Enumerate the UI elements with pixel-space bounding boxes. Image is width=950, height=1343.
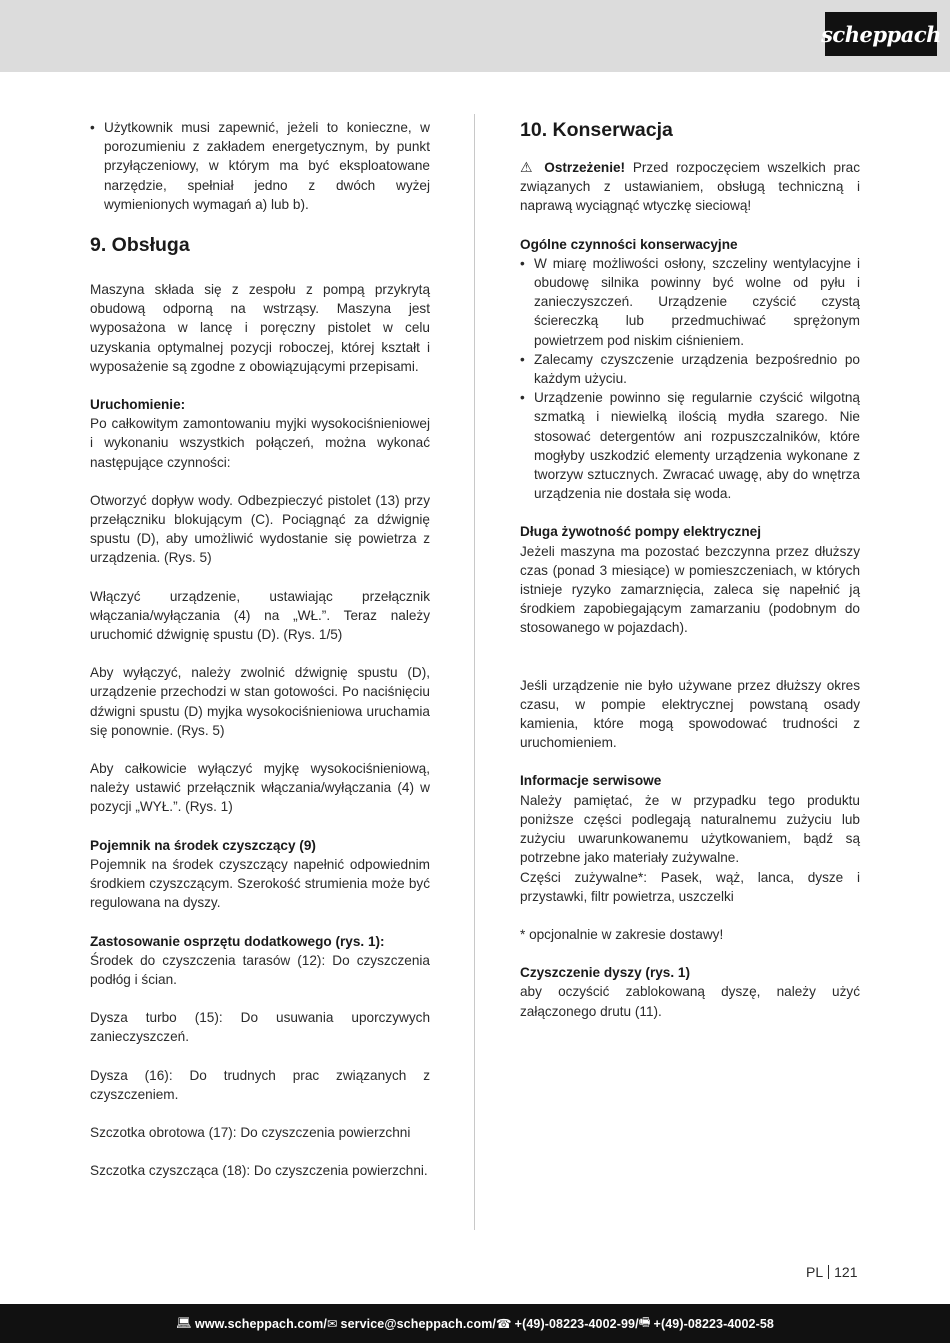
computer-icon: 💻︎ [176,1316,193,1330]
container-heading: Pojemnik na środek czyszczący (9) [90,837,316,853]
warning-label: Ostrzeżenie! [544,160,626,175]
container-text: Pojemnik na środek czyszczący napełnić odpowiednim środkiem czyszczącym. Szerokość strumienia może być regulowana na dyszy. [90,856,430,911]
right-column [520,118,860,1021]
list-item: • Urządzenie powinno się regularnie czyścić wilgotną szmatką i niewielką ilością mydła szarego. Nie stosować detergentów ani rozpuszczalników, które mogłyby uszkodzić elementy urządzenia wykonane z tworzyw sztucznych. Zwracać uwagę, aby do wnętrza urządzenia nie dostała się woda. [520,388,860,503]
startup-step-4: Aby całkowicie wyłączyć myjkę wysokociśnieniową, należy ustawić przełącznik włączania/wyłączania (4) w pozycji „WYŁ.”. (Rys. 1) [90,761,430,815]
page-number [806,1264,857,1280]
section-10-title: 10. Konserwacja [520,119,673,141]
mail-icon: ✉ [326,1317,338,1331]
accessory-1: Środek do czyszczenia tarasów (12): Do czyszczenia podłóg i ścian. [90,952,430,987]
footer-phone: +(49)-08223-4002-99 [514,1316,636,1331]
wear-parts: Części zużywalne*: Pasek, wąż, lanca, dysze i przystawki, filtr powietrza, uszczelki [520,869,860,904]
header-band [0,0,950,72]
general-maintenance-list [520,254,860,504]
pump-text: Jeżeli maszyna ma pozostać bezczynna przez dłuższy czas (ponad 3 miesiące) w pomieszczeniach, w których istnieje ryzyko zamarznięcia, zaleca się napełnić ją środkiem zapobiegającym zamarzaniu (podobnym do stosowanego w pojazdach). [520,543,860,636]
page-number-value: 121 [834,1264,858,1280]
nozzle-heading: Czyszczenie dyszy (rys. 1) [520,965,691,981]
startup-step-3: Aby wyłączyć, należy zwolnić dźwignię spustu (D), urządzenie przechodzi w stan gotowości. Po naciśnięciu dźwigni spustu (D) myjka wysokociśnieniowa uruchamia się ponownie. (Rys. 5) [90,665,430,738]
accessory-4: Szczotka obrotowa (17): Do czyszczenia powierzchni [90,1124,411,1140]
warning-icon: ⚠ [520,159,537,175]
accessory-3: Dysza (16): Do trudnych prac związanych z czyszczeniem. [90,1067,430,1102]
phone-icon: ☎ [496,1317,512,1331]
left-column [90,118,430,1180]
column-divider [474,114,475,1230]
page-language: PL [806,1264,824,1280]
scheppach-logo: scheppach [825,12,937,56]
accessory-5: Szczotka czyszcząca (18): Do czyszczenia powierzchni. [90,1163,428,1179]
startup-step-2: Włączyć urządzenie, ustawiając przełącznik włączania/wyłączania (4) na „WŁ.”. Teraz należy uruchomić dźwignię spustu (D). (Rys. 1/5) [90,588,430,643]
footer-bar [0,1304,950,1343]
footer-email[interactable]: service@scheppach.com [340,1316,493,1331]
accessory-2: Dysza turbo (15): Do usuwania uporczywych zanieczyszczeń. [90,1010,430,1045]
startup-text: Po całkowitym zamontowaniu myjki wysokociśnieniowej i wykonaniu wszystkich połączeń, można wykonać następujące czynności: [90,416,430,470]
service-text: Należy pamiętać, że w przypadku tego produktu poniższe części podlegają naturalnemu zużyciu lub zużyciu uwarunkowanemu użytkowaniem, bądź są potrzebne jako materiały zużywalne. [520,792,860,866]
pump-text-2: Jeśli urządzenie nie było używane przez dłuższy okres czasu, w pompie elektrycznej powstaną osady kamienia, które mogą spowodować trudności z uruchomieniem. [520,677,860,751]
warning-text: Przed rozpoczęciem wszelkich prac związanych z ustawianiem, obsługą techniczną i naprawą wyciągnąć wtyczkę sieciową! [520,160,860,214]
general-maintenance-heading: Ogólne czynności konserwacyjne [520,236,738,252]
footer-separator: / [635,1316,639,1331]
section-9-title: 9. Obsługa [90,234,190,257]
startup-step-1: Otworzyć dopływ wody. Odbezpieczyć pistolet (13) przy przełączniku blokującym (C). Pociągnąć za dźwignię spustu (D), aby umożliwić wydostanie się powietrza z urządzenia. (Rys. 5) [90,492,430,566]
nozzle-text: aby oczyścić zablokowaną dyszę, należy użyć załączonego drutu (11). [520,984,860,1019]
accessories-heading: Zastosowanie osprzętu dodatkowego (rys. 1): [90,933,385,949]
list-item: • W miarę możliwości osłony, szczeliny wentylacyjne i obudowę silnika powinny być wolne od pyłu i zanieczyszczeń. Urządzenie czyścić czystą ściereczką lub przedmuchiwać sprężonym powietrzem pod niskim ciśnieniem. [520,254,860,350]
intro-list [90,118,430,214]
optional-note: * opcjonalnie w zakresie dostawy! [520,926,724,942]
list-item: • Użytkownik musi zapewnić, jeżeli to konieczne, w porozumieniu z zakładem energetycznym, by punkt przyłączeniowy, w którym ma być eksploatowane narzędzie, spełniał jedno z dwóch wyżej wymienionych wymagań a) lub b). [90,118,430,214]
footer-separator: / [492,1316,496,1331]
warning-paragraph [520,158,860,216]
footer-separator: / [323,1316,327,1331]
footer-website[interactable]: www.scheppach.com [195,1316,324,1331]
pump-heading: Długa żywotność pompy elektrycznej [520,524,761,540]
fax-icon: 🖷︎ [638,1315,651,1329]
startup-heading: Uruchomienie: [90,397,186,413]
service-heading: Informacje serwisowe [520,773,662,789]
footer-fax: +(49)-08223-4002-58 [653,1316,774,1331]
list-item: • Zalecamy czyszczenie urządzenia bezpośrednio po każdym użyciu. [520,350,860,388]
section-9-text: Maszyna składa się z zespołu z pompą przykrytą obudową odporną na wstrząsy. Maszyna jest wyposażona w lancę i poręczny pistolet w celu uzyskania optymalnej pozycji roboczej, której kształt i wyposażenie są zgodne z obowiązującymi przepisami. [90,282,430,374]
